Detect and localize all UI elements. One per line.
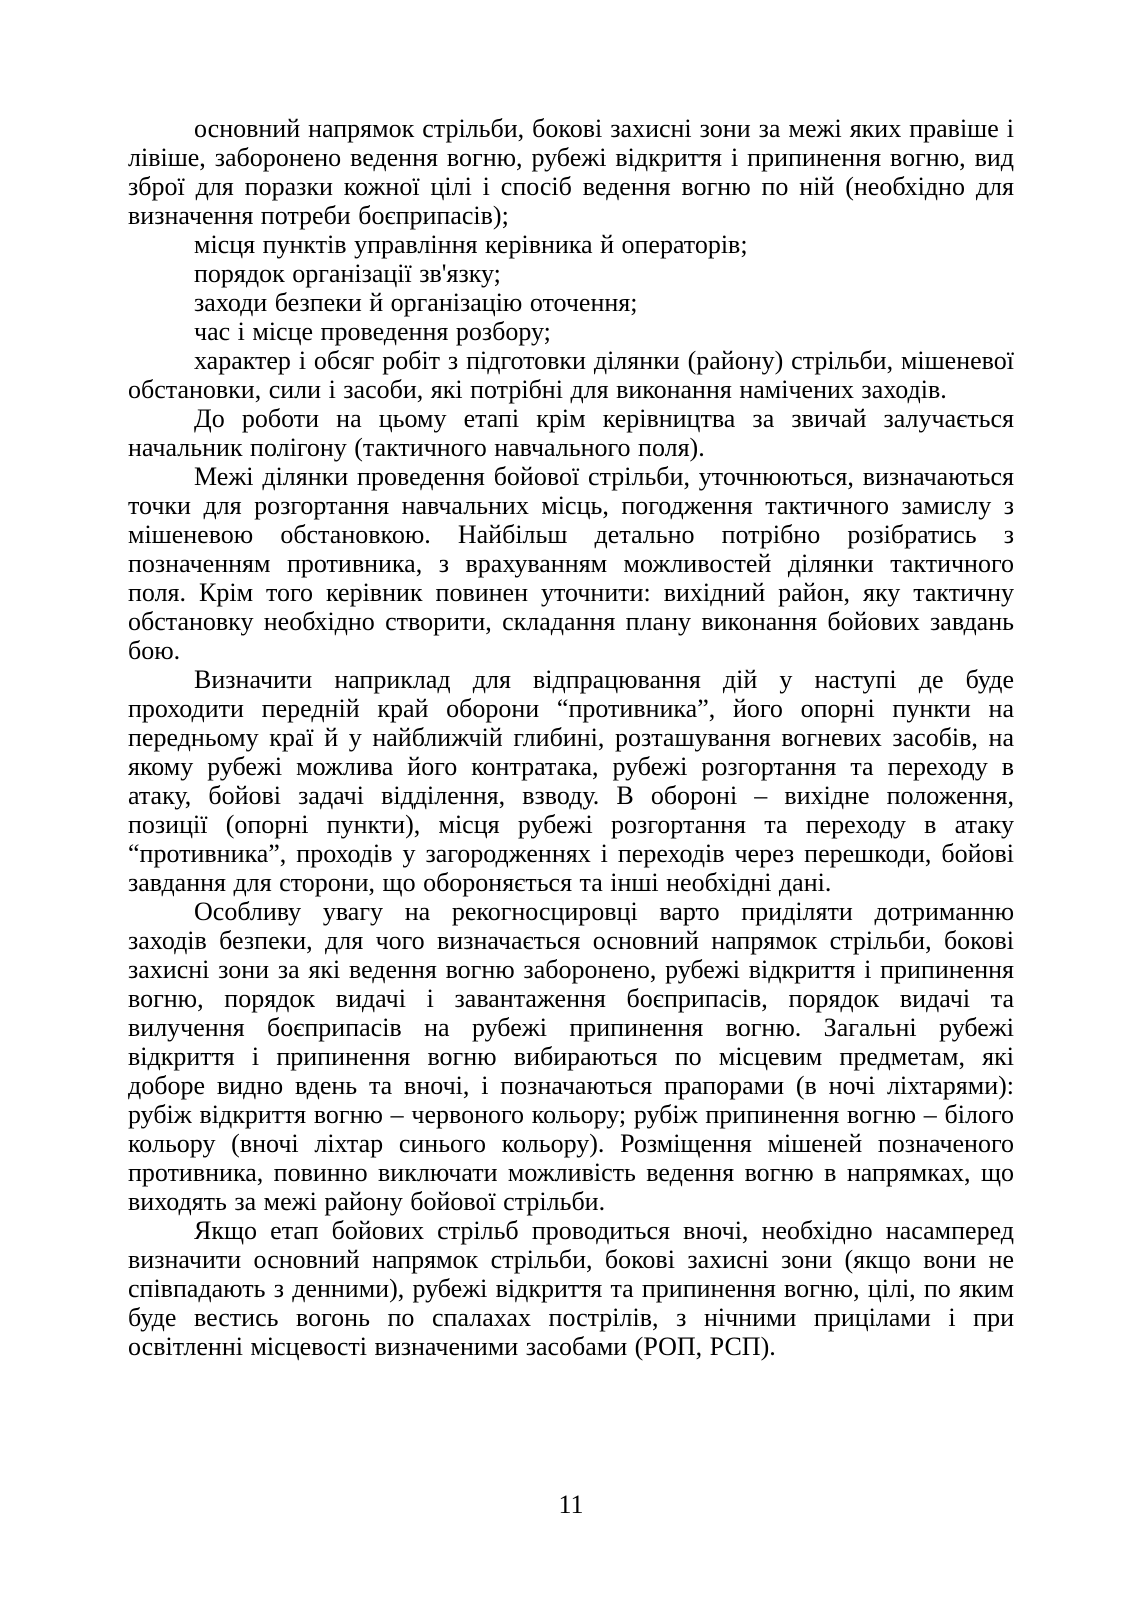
page-number: 11	[558, 1490, 584, 1519]
paragraph: Межі ділянки проведення бойової стрільби, уточнюються, визначаються точки для розгортання навчальних місць, погодження тактичного замислу з мішеневою обстановкою. Найбільш детально потрібно розібратись з позначенням противника, з врахуванням можливостей ділянки тактичного поля. Крім того керівник повинен уточнити: вихідний район, яку тактичну обстановку необхідно створити, складання плану виконання бойових завдань бою.	[128, 462, 1014, 665]
document-body	[128, 114, 1014, 1361]
paragraph: Визначити наприклад для відпрацювання дій у наступі де буде проходити передній край оборони “противника”, його опорні пункти на передньому краї й у найближчій глибині, розташування вогневих засобів, на якому рубежі можлива його контратака, рубежі розгортання та переходу в атаку, бойові задачі відділення, взводу. В обороні – вихідне положення, позиції (опорні пункти), місця рубежі розгортання та переходу в атаку “противника”, проходів у загородженнях і переходів через перешкоди, бойові завдання для сторони, що обороняється та інші необхідні дані.	[128, 665, 1014, 897]
paragraph: основний напрямок стрільби, бокові захисні зони за межі яких правіше і лівіше, заборонено ведення вогню, рубежі відкриття і припинення вогню, вид зброї для поразки кожної цілі і спосіб ведення вогню по ній (необхідно для визначення потреби боєприпасів);	[128, 114, 1014, 230]
paragraph: характер і обсяг робіт з підготовки ділянки (району) стрільби, мішеневої обстановки, сили і засоби, які потрібні для виконання намічених заходів.	[128, 346, 1014, 404]
paragraph: порядок організації зв'язку;	[194, 259, 501, 288]
paragraph: місця пунктів управління керівника й операторів;	[194, 230, 748, 259]
paragraph: Якщо етап бойових стрільб проводиться вночі, необхідно насамперед визначити основний напрямок стрільби, бокові захисні зони (якщо вони не співпадають з денними), рубежі відкриття та припинення вогню, цілі, по яким буде вестись вогонь по спалахах пострілів, з нічними прицілами і при освітленні місцевості визначеними засобами (РОП, РСП).	[128, 1216, 1014, 1361]
paragraph: До роботи на цьому етапі крім керівництва за звичай залучається начальник полігону (тактичного навчального поля).	[128, 404, 1014, 462]
paragraph: заходи безпеки й організацію оточення;	[194, 288, 638, 317]
paragraph: час і місце проведення розбору;	[194, 317, 551, 346]
paragraph: Особливу увагу на рекогносцировці варто приділяти дотриманню заходів безпеки, для чого визначається основний напрямок стрільби, бокові захисні зони за які ведення вогню заборонено, рубежі відкриття і припинення вогню, порядок видачі і завантаження боєприпасів, порядок видачі та вилучення боєприпасів на рубежі припинення вогню. Загальні рубежі відкриття і припинення вогню вибираються по місцевим предметам, які доборе видно вдень та вночі, і позначаються прапорами (в ночі ліхтарями): рубіж відкриття вогню – червоного кольору; рубіж припинення вогню – білого кольору (вночі ліхтар синього кольору). Розміщення мішеней позначеного противника, повинно виключати можливість ведення вогню в напрямках, що виходять за межі району бойової стрільби.	[128, 897, 1014, 1216]
